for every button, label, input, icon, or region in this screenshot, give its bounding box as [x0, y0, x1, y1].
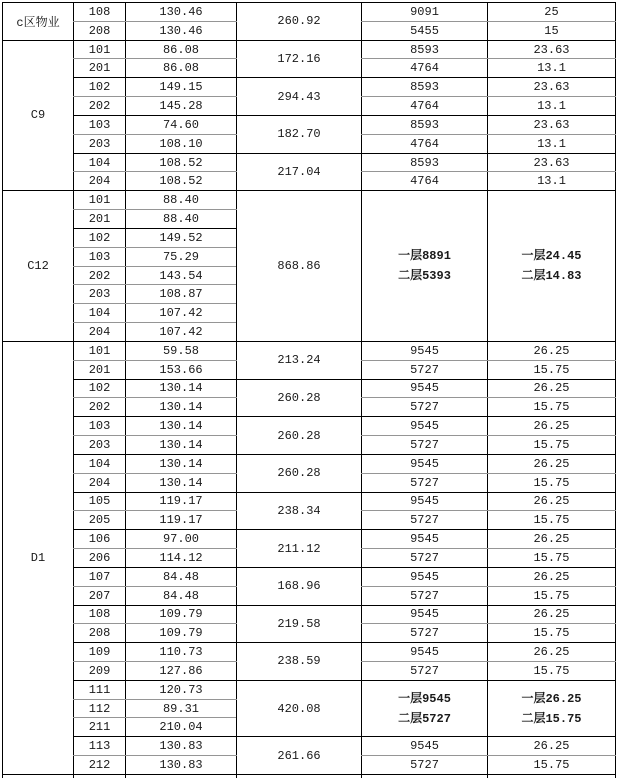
area-cell: 149.52 [126, 228, 237, 247]
cutoff-cell [488, 774, 616, 778]
area-cell: 110.73 [126, 643, 237, 662]
total-cell: 238.59 [237, 643, 362, 681]
merged-line: 一层26.25 [521, 691, 582, 706]
price-cell: 5727 [362, 661, 488, 680]
room-cell: 108 [74, 3, 126, 22]
rate-cell: 15.75 [488, 360, 616, 379]
building-cell: C12 [3, 191, 74, 342]
area-cell: 107.42 [126, 304, 237, 323]
building-cell: C9 [3, 40, 74, 191]
area-cell: 97.00 [126, 530, 237, 549]
total-cell: 172.16 [237, 40, 362, 78]
rate-cell: 15 [488, 21, 616, 40]
table-row [3, 680, 616, 699]
area-cell: 108.52 [126, 172, 237, 191]
room-cell: 202 [74, 398, 126, 417]
area-cell: 107.42 [126, 323, 237, 342]
merged-line: 一层24.45 [521, 249, 582, 264]
room-cell: 104 [74, 153, 126, 172]
table-row [3, 605, 616, 624]
price-cell: 9545 [362, 379, 488, 398]
price-cell: 4764 [362, 59, 488, 78]
total-cell: 168.96 [237, 567, 362, 605]
area-cell: 109.79 [126, 624, 237, 643]
area-cell: 210.04 [126, 718, 237, 737]
total-cell: 260.28 [237, 379, 362, 417]
area-cell: 108.52 [126, 153, 237, 172]
area-cell: 86.08 [126, 40, 237, 59]
rate-cell: 15.75 [488, 586, 616, 605]
room-cell: 104 [74, 304, 126, 323]
area-cell: 119.17 [126, 492, 237, 511]
price-cell: 9545 [362, 530, 488, 549]
area-cell: 86.08 [126, 59, 237, 78]
room-cell: 201 [74, 360, 126, 379]
price-cell: 8593 [362, 78, 488, 97]
merged-line: 一层8891 [398, 249, 451, 264]
area-cell: 59.58 [126, 341, 237, 360]
price-cell: 5727 [362, 756, 488, 775]
total-cell: 219.58 [237, 605, 362, 643]
price-cell: 8593 [362, 153, 488, 172]
table-row [3, 417, 616, 436]
price-cell: 9545 [362, 454, 488, 473]
building-cell: D1 [3, 341, 74, 774]
rate-cell: 15.75 [488, 473, 616, 492]
rate-cell: 15.75 [488, 756, 616, 775]
price-cell: 9545 [362, 567, 488, 586]
area-cell: 143.54 [126, 266, 237, 285]
total-cell: 182.70 [237, 115, 362, 153]
room-cell: 204 [74, 473, 126, 492]
price-cell: 5727 [362, 511, 488, 530]
cutoff-cell [3, 774, 74, 778]
room-cell: 112 [74, 699, 126, 718]
property-table-body [3, 3, 616, 778]
merged-line: 一层9545 [398, 691, 451, 706]
room-cell: 103 [74, 115, 126, 134]
room-cell: 106 [74, 530, 126, 549]
price-cell: 5727 [362, 360, 488, 379]
total-cell: 420.08 [237, 680, 362, 736]
merged-line: 二层5727 [398, 711, 451, 726]
cutoff-cell [74, 774, 126, 778]
area-cell: 130.14 [126, 473, 237, 492]
cutoff-cell [237, 774, 362, 778]
rate-cell: 15.75 [488, 511, 616, 530]
area-cell: 89.31 [126, 699, 237, 718]
table-row [3, 379, 616, 398]
room-cell: 113 [74, 737, 126, 756]
rate-cell: 26.25 [488, 379, 616, 398]
area-cell: 88.40 [126, 191, 237, 210]
area-cell: 114.12 [126, 549, 237, 568]
room-cell: 102 [74, 379, 126, 398]
rate-cell: 15.75 [488, 436, 616, 455]
area-cell: 108.10 [126, 134, 237, 153]
total-cell: 238.34 [237, 492, 362, 530]
rate-cell: 23.63 [488, 78, 616, 97]
price-cell: 8593 [362, 115, 488, 134]
price-cell: 5727 [362, 398, 488, 417]
area-cell: 130.14 [126, 398, 237, 417]
room-cell: 108 [74, 605, 126, 624]
area-cell: 130.46 [126, 21, 237, 40]
price-cell: 5727 [362, 473, 488, 492]
rate-cell: 23.63 [488, 40, 616, 59]
rate-cell: 25 [488, 3, 616, 22]
area-cell: 153.66 [126, 360, 237, 379]
table-row [3, 530, 616, 549]
room-cell: 203 [74, 134, 126, 153]
merged-line: 二层15.75 [521, 711, 582, 726]
rate-cell: 26.25 [488, 567, 616, 586]
cutoff-cell [126, 774, 237, 778]
room-cell: 202 [74, 266, 126, 285]
table-clip-region [2, 2, 616, 778]
room-cell: 201 [74, 210, 126, 229]
total-cell: 217.04 [237, 153, 362, 191]
rate-cell: 15.75 [488, 624, 616, 643]
room-cell: 203 [74, 285, 126, 304]
room-cell: 101 [74, 40, 126, 59]
room-cell: 101 [74, 341, 126, 360]
total-cell: 261.66 [237, 737, 362, 775]
area-cell: 109.79 [126, 605, 237, 624]
price-cell: 4764 [362, 172, 488, 191]
table-row [3, 567, 616, 586]
rate-cell: 23.63 [488, 153, 616, 172]
room-cell: 107 [74, 567, 126, 586]
table-row [3, 341, 616, 360]
price-cell: 5727 [362, 549, 488, 568]
total-cell: 260.28 [237, 417, 362, 455]
room-cell: 104 [74, 454, 126, 473]
rate-cell: 26.25 [488, 341, 616, 360]
table-row [3, 115, 616, 134]
rate-cell: 26.25 [488, 605, 616, 624]
rate-cell [488, 680, 616, 736]
room-cell: 211 [74, 718, 126, 737]
room-cell: 212 [74, 756, 126, 775]
price-cell: 5727 [362, 436, 488, 455]
price-cell: 8593 [362, 40, 488, 59]
price-cell: 9545 [362, 417, 488, 436]
table-row [3, 492, 616, 511]
room-cell: 103 [74, 247, 126, 266]
rate-cell: 15.75 [488, 661, 616, 680]
rate-cell [488, 191, 616, 342]
price-cell: 5727 [362, 586, 488, 605]
room-cell: 207 [74, 586, 126, 605]
area-cell: 130.46 [126, 3, 237, 22]
total-cell: 868.86 [237, 191, 362, 342]
room-cell: 203 [74, 436, 126, 455]
table-row [3, 454, 616, 473]
area-cell: 75.29 [126, 247, 237, 266]
area-cell: 84.48 [126, 586, 237, 605]
area-cell: 130.14 [126, 454, 237, 473]
rate-cell: 13.1 [488, 172, 616, 191]
total-cell: 260.92 [237, 3, 362, 41]
table-row [3, 737, 616, 756]
area-cell: 88.40 [126, 210, 237, 229]
room-cell: 202 [74, 97, 126, 116]
room-cell: 102 [74, 228, 126, 247]
room-cell: 111 [74, 680, 126, 699]
area-cell: 108.87 [126, 285, 237, 304]
rate-cell: 26.25 [488, 454, 616, 473]
table-row [3, 153, 616, 172]
rate-cell: 26.25 [488, 417, 616, 436]
room-cell: 102 [74, 78, 126, 97]
room-cell: 206 [74, 549, 126, 568]
room-cell: 101 [74, 191, 126, 210]
rate-cell: 26.25 [488, 737, 616, 756]
area-cell: 127.86 [126, 661, 237, 680]
merged-line: 二层14.83 [521, 269, 582, 284]
room-cell: 105 [74, 492, 126, 511]
room-cell: 204 [74, 323, 126, 342]
room-cell: 208 [74, 21, 126, 40]
area-cell: 130.83 [126, 737, 237, 756]
rate-cell: 13.1 [488, 134, 616, 153]
rate-cell: 26.25 [488, 643, 616, 662]
area-cell: 119.17 [126, 511, 237, 530]
total-cell: 294.43 [237, 78, 362, 116]
price-cell: 9091 [362, 3, 488, 22]
rate-cell: 13.1 [488, 59, 616, 78]
price-cell: 4764 [362, 97, 488, 116]
area-cell: 74.60 [126, 115, 237, 134]
room-cell: 204 [74, 172, 126, 191]
table-row [3, 78, 616, 97]
price-cell [362, 680, 488, 736]
price-cell: 9545 [362, 492, 488, 511]
price-cell: 4764 [362, 134, 488, 153]
room-cell: 201 [74, 59, 126, 78]
area-cell: 145.28 [126, 97, 237, 116]
room-cell: 109 [74, 643, 126, 662]
price-cell: 9545 [362, 643, 488, 662]
rate-cell: 26.25 [488, 530, 616, 549]
table-row [3, 3, 616, 22]
area-cell: 84.48 [126, 567, 237, 586]
cutoff-row [3, 774, 616, 778]
area-cell: 130.14 [126, 436, 237, 455]
rate-cell: 15.75 [488, 398, 616, 417]
rate-cell: 15.75 [488, 549, 616, 568]
area-cell: 130.14 [126, 417, 237, 436]
room-cell: 103 [74, 417, 126, 436]
cutoff-cell [362, 774, 488, 778]
table-row [3, 40, 616, 59]
rate-cell: 13.1 [488, 97, 616, 116]
total-cell: 260.28 [237, 454, 362, 492]
rate-cell: 26.25 [488, 492, 616, 511]
price-cell: 9545 [362, 737, 488, 756]
price-cell: 5455 [362, 21, 488, 40]
area-cell: 130.83 [126, 756, 237, 775]
area-cell: 149.15 [126, 78, 237, 97]
price-cell: 9545 [362, 341, 488, 360]
merged-line: 二层5393 [398, 269, 451, 284]
area-cell: 120.73 [126, 680, 237, 699]
property-table [2, 2, 616, 778]
room-cell: 208 [74, 624, 126, 643]
total-cell: 211.12 [237, 530, 362, 568]
total-cell: 213.24 [237, 341, 362, 379]
area-cell: 130.14 [126, 379, 237, 398]
table-row [3, 643, 616, 662]
room-cell: 205 [74, 511, 126, 530]
price-cell: 5727 [362, 624, 488, 643]
price-cell: 9545 [362, 605, 488, 624]
price-cell [362, 191, 488, 342]
rate-cell: 23.63 [488, 115, 616, 134]
building-cell: c区物业 [3, 3, 74, 41]
table-row [3, 191, 616, 210]
room-cell: 209 [74, 661, 126, 680]
